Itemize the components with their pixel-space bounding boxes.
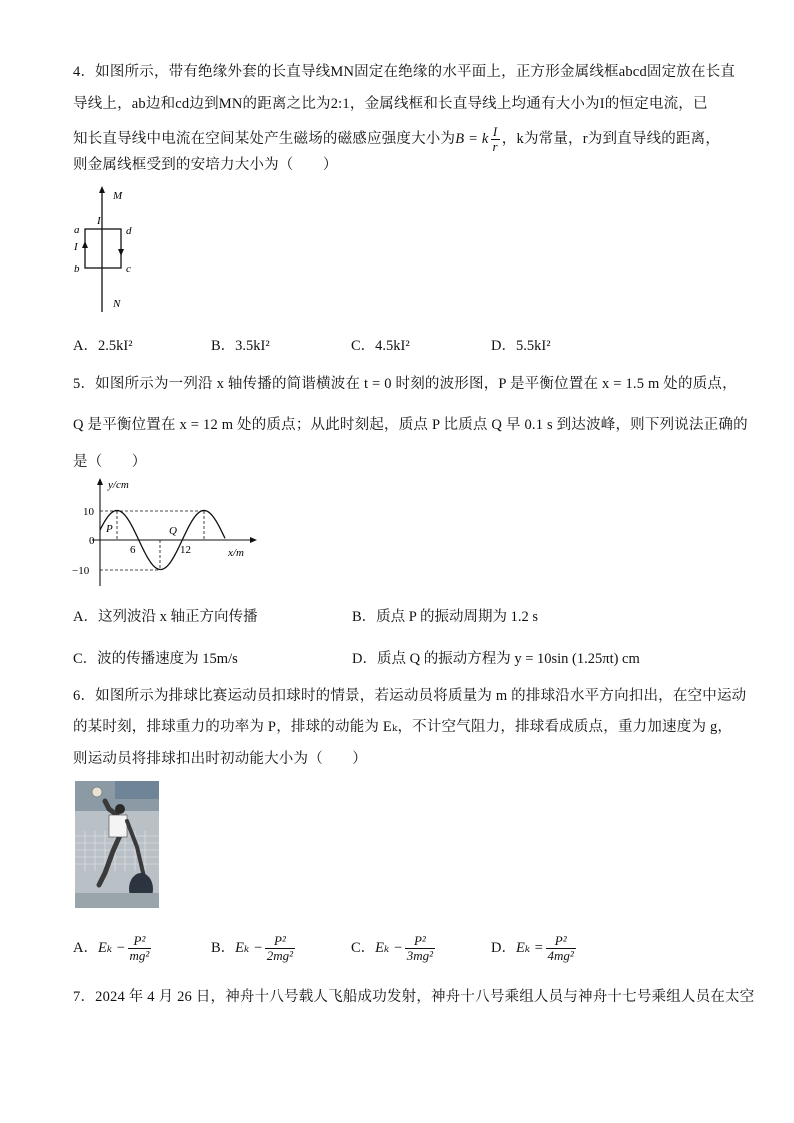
q4-option-c[interactable]: C．4.5kI² xyxy=(351,338,410,354)
y-axis-label: y/cm xyxy=(108,479,129,491)
q5-option-a[interactable]: A．这列波沿 x 轴正方向传播 xyxy=(73,609,258,625)
label-M: M xyxy=(113,190,123,202)
tick-x-12: 12 xyxy=(180,544,191,556)
q6-line-2: 的某时刻，排球重力的功率为 P，排球的动能为 Eₖ，不计空气阻力，排球看成质点，重力加速度为 g， xyxy=(73,719,733,735)
q5-line-1: 5．如图所示为一列沿 x 轴传播的简谐横波在 t = 0 时刻的波形图，P 是平衡位置在 x = 1.5 m 处的质点， xyxy=(73,376,737,392)
q6-line-1: 6．如图所示为排球比赛运动员扣球时的情景，若运动员将质量为 m 的排球沿水平方向扣出，在空中运动 xyxy=(73,688,747,704)
q4-line-4: 则金属线框受到的安培力大小为（ ） xyxy=(73,157,338,173)
tick-y-10: 10 xyxy=(83,506,94,518)
label-Q: Q xyxy=(169,525,177,537)
frame-arrow-ab xyxy=(82,241,88,248)
square-frame xyxy=(85,229,121,268)
y-axis-arrow xyxy=(97,478,103,485)
q4-line-3: 知长直导线中电流在空间某处产生磁场的磁感应强度大小为B = k $\frac{I}{r}$ ，k为常量，r为到直导线的距离， xyxy=(73,124,721,155)
q6-option-b[interactable]: B．Eₖ − $\frac{\text{P²}}{\text{2mg²}}$ xyxy=(211,933,294,963)
q4-option-a[interactable]: A．2.5kI² xyxy=(73,338,133,354)
x-axis-arrow xyxy=(250,537,257,543)
q4-option-b[interactable]: B．3.5kI² xyxy=(211,338,270,354)
volleyball-photo-drawing xyxy=(75,781,159,908)
q5-line-3: 是（ ） xyxy=(73,454,147,470)
label-a: a xyxy=(74,224,80,236)
q5-option-c[interactable]: C．波的传播速度为 15m/s xyxy=(73,651,238,667)
q5-option-b[interactable]: B．质点 P 的振动周期为 1.2 s xyxy=(352,609,538,625)
volleyball-spike-photo xyxy=(75,781,159,908)
label-I-top: I xyxy=(97,215,101,227)
x-axis-label: x/m xyxy=(228,547,244,559)
q6-option-a[interactable]: A．Eₖ − $\frac{\text{P²}}{\text{mg²}}$ xyxy=(73,933,150,963)
q4-wire-frame-figure xyxy=(68,184,138,314)
label-N: N xyxy=(113,298,121,310)
q4-line-1: 4．如图所示，带有绝缘外套的长直导线MN固定在绝缘的水平面上，正方形金属线框abcd固定放在长直 xyxy=(73,64,736,80)
q6-option-d[interactable]: D．Eₖ = $\frac{\text{P²}}{\text{4mg²}}$ xyxy=(491,933,574,963)
q5-wave-graph xyxy=(70,476,260,592)
q6-line-3: 则运动员将排球扣出时初动能大小为（ ） xyxy=(73,751,367,767)
label-d: d xyxy=(126,225,132,237)
q4-option-d[interactable]: D．5.5kI² xyxy=(491,338,551,354)
tick-y-neg10: −10 xyxy=(72,565,90,577)
tick-x-6: 6 xyxy=(130,544,136,556)
q5-line-2: Q 是平衡位置在 x = 12 m 处的质点；从此时刻起，质点 P 比质点 Q 早 0.1 s 到达波峰，则下列说法正确的 xyxy=(73,417,748,433)
q4-formula-fraction: $\frac{I}{r}$ xyxy=(492,124,498,155)
frame-arrow-cd xyxy=(118,249,124,256)
wire-arrow-up xyxy=(99,186,105,193)
label-P: P xyxy=(106,523,113,535)
q7-line-1: 7．2024 年 4 月 26 日，神舟十八号载人飞船成功发射，神舟十八号乘组人员与神舟十七号乘组人员在太空 xyxy=(73,989,755,1005)
label-I-left: I xyxy=(74,241,78,253)
label-c: c xyxy=(126,263,131,275)
q6-option-c[interactable]: C．Eₖ − $\frac{\text{P²}}{\text{3mg²}}$ xyxy=(351,933,434,963)
q5-option-d[interactable]: D．质点 Q 的振动方程为 y = 10sin (1.25πt) cm xyxy=(352,651,640,667)
label-b: b xyxy=(74,263,80,275)
tick-y-0: 0 xyxy=(89,535,95,547)
q4-line-2: 导线上，ab边和cd边到MN的距离之比为2:1，金属线框和长直导线上均通有大小为I的恒定电流，已 xyxy=(73,96,708,112)
